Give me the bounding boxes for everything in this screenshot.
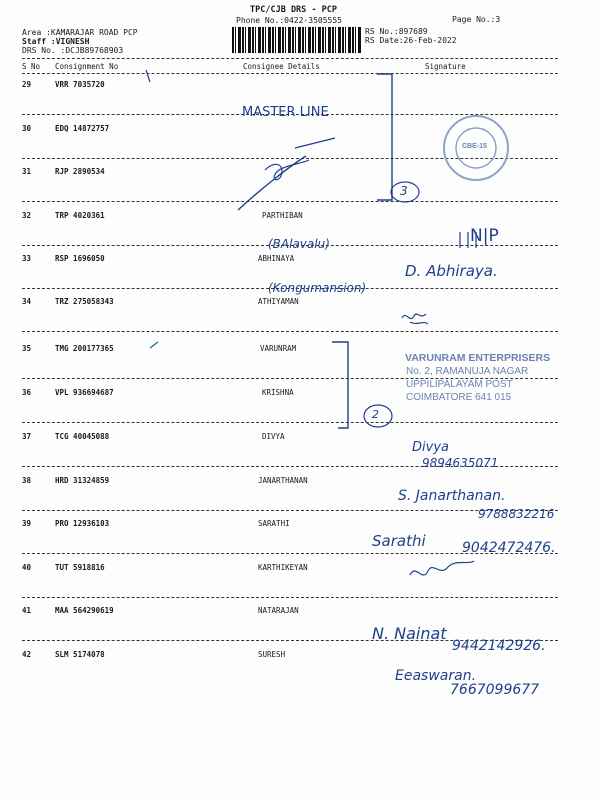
handwritten-signature: Eeaswaran. xyxy=(395,668,477,684)
row-consignee: VARUNRAM xyxy=(260,344,297,353)
handwritten-phone: 9894635071 xyxy=(422,456,499,470)
row-consignment: PRO 12936103 xyxy=(55,519,110,528)
handwritten-signature: Sarathi xyxy=(372,532,426,550)
row-sno: 41 xyxy=(22,606,32,615)
handwritten-np: N|P xyxy=(470,226,499,246)
signature-stroke xyxy=(410,561,474,575)
rs-number: RS No.:897689 xyxy=(365,27,428,36)
row-consignment: TUT 5918816 xyxy=(55,563,105,572)
row-consignment: TRP 4020361 xyxy=(55,211,105,220)
drs-number: DRS No. :DCJB89768903 xyxy=(22,46,124,55)
row-consignment: SLM 5174078 xyxy=(55,650,105,659)
rs-date: RS Date:26-Feb-2022 xyxy=(365,36,457,45)
row-consignee: ABHINAYA xyxy=(258,254,295,263)
row-consignee: NATARAJAN xyxy=(258,606,299,615)
area-label: Area :KAMARAJAR ROAD PCP xyxy=(22,28,138,37)
row-consignment: VRR 7035720 xyxy=(55,80,105,89)
col-sno: S No xyxy=(22,62,41,71)
row-consignee: JANARTHANAN xyxy=(258,476,308,485)
signature-stroke xyxy=(295,138,335,148)
handwritten-phone: 9788832216 xyxy=(478,507,555,521)
handwritten-phone: 9042472476. xyxy=(462,540,556,556)
handwritten-phone: 7667099677 xyxy=(450,682,540,698)
row-consignment: TRZ 275058343 xyxy=(55,297,114,306)
col-consignee: Consignee Details xyxy=(243,62,320,71)
row-sno: 33 xyxy=(22,254,32,263)
bracket xyxy=(377,74,392,200)
handwritten-address: (Kongumansion) xyxy=(268,281,367,295)
row-sno: 31 xyxy=(22,167,32,176)
handwritten-number: 2 xyxy=(372,408,379,421)
handwritten-phone: 9442142926. xyxy=(452,638,546,654)
row-sno: 29 xyxy=(22,80,32,89)
row-sno: 39 xyxy=(22,519,32,528)
company-stamp-line: COIMBATORE 641 015 xyxy=(406,392,512,403)
handwritten-address: (BAlavalu) xyxy=(268,237,330,251)
company-stamp-name: VARUNRAM ENTERPRISERS xyxy=(405,352,551,364)
handwritten-signature: D. Abhiraya. xyxy=(405,262,498,280)
report-title: TPC/CJB DRS - PCP xyxy=(250,5,337,15)
row-consignment: HRD 31324859 xyxy=(55,476,110,485)
row-consignment: VPL 936694687 xyxy=(55,388,114,397)
handwritten-signature: Divya xyxy=(412,440,449,455)
row-sno: 37 xyxy=(22,432,32,441)
row-sno: 35 xyxy=(22,344,32,353)
tick-mark xyxy=(146,70,150,82)
company-stamp-line: No. 2, RAMANUJA NAGAR xyxy=(406,366,529,377)
company-stamp-line: UPPILIPALAYAM POST xyxy=(406,379,513,390)
row-sno: 42 xyxy=(22,650,32,659)
row-consignee: KARTHIKEYAN xyxy=(258,563,308,572)
row-consignee: SURESH xyxy=(258,650,286,659)
row-consignee: SARATHI xyxy=(258,519,290,528)
row-consignment: EDQ 14872757 xyxy=(55,124,110,133)
bracket xyxy=(332,342,348,428)
phone-number: Phone No.:0422-3505555 xyxy=(236,16,342,25)
row-sno: 38 xyxy=(22,476,32,485)
row-consignment: MAA 564290619 xyxy=(55,606,114,615)
row-sno: 30 xyxy=(22,124,32,133)
row-consignment: RSP 1696050 xyxy=(55,254,105,263)
handwritten-number: 3 xyxy=(400,184,408,198)
staff-label: Staff :VIGNESH xyxy=(22,37,90,46)
signature-stroke xyxy=(265,160,309,180)
handwritten-masterline: MASTER LINE xyxy=(242,105,329,120)
row-consignee: DIVYA xyxy=(262,432,285,441)
row-sno: 40 xyxy=(22,563,32,572)
row-sno: 36 xyxy=(22,388,32,397)
row-consignment: TCG 40045088 xyxy=(55,432,110,441)
row-consignee: ATHIYAMAN xyxy=(258,297,299,306)
page-number: Page No.:3 xyxy=(452,15,501,24)
tick-mark xyxy=(150,342,158,348)
round-stamp-text: CBE-15 xyxy=(462,143,487,150)
handwritten-signature: S. Janarthanan. xyxy=(398,488,506,504)
signature-stroke xyxy=(402,314,428,324)
row-sno: 32 xyxy=(22,211,32,220)
row-sno: 34 xyxy=(22,297,32,306)
row-consignment: TMG 200177365 xyxy=(55,344,114,353)
row-consignee: PARTHIBAN xyxy=(262,211,303,220)
col-consignment: Consignment No xyxy=(55,62,119,71)
col-signature: Signature xyxy=(425,62,466,71)
row-consignment: RJP 2890534 xyxy=(55,167,105,176)
handwritten-signature: N. Nainat xyxy=(372,624,447,643)
row-consignee: KRISHNA xyxy=(262,388,294,397)
